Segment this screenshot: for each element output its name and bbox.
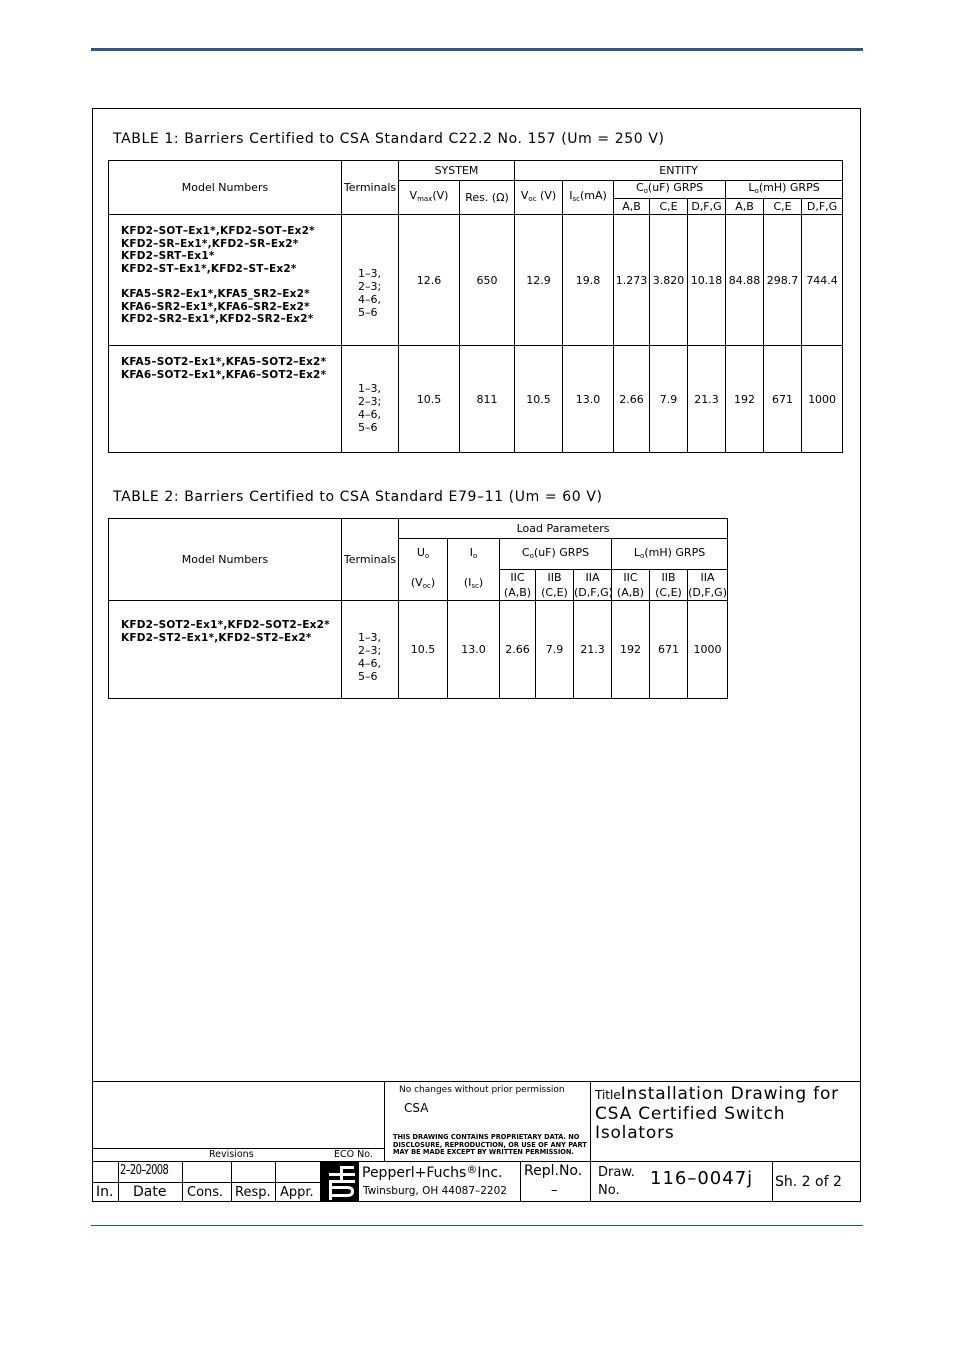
t1-value-cell: 298.7 <box>764 215 802 346</box>
sheet-number: Sh. 2 of 2 <box>775 1174 842 1190</box>
table-row <box>109 215 843 346</box>
t2-value-cell: 13.0 <box>448 601 500 699</box>
t2-load-header: Load Parameters <box>399 519 728 539</box>
t2-terminals-cell: 1–3, 2–3; 4–6, 5–6 <box>342 601 399 699</box>
t1-value-cell: 10.5 <box>399 346 460 453</box>
t2-group-bottom: (A,B) <box>500 585 536 601</box>
t2-value-cell: 21.3 <box>574 601 612 699</box>
appr-label: Appr. <box>280 1185 314 1200</box>
t1-value-cell: 671 <box>764 346 802 453</box>
t1-value-cell: 811 <box>460 346 515 453</box>
cons-label: Cons. <box>187 1185 224 1200</box>
t1-voc-header: $V_{oc}$ (V) <box>515 181 563 215</box>
t1-isc-header: $I_{sc}(mA)$ <box>563 181 614 215</box>
proprietary-notice: THIS DRAWING CONTAINS PROPRIETARY DATA. NO DISCLOSURE, REPRODUCTION, OR USE OF ANY PART MAY BE MADE EXCEPT BY WRITTEN PERMISSION. <box>393 1133 587 1156</box>
t2-value-cell: 671 <box>650 601 688 699</box>
t1-terminals-header: Terminals <box>342 161 399 215</box>
revisions-label: Revisions <box>209 1149 254 1160</box>
repl-no-label: Repl.No. <box>524 1163 583 1179</box>
company-address: Twinsburg, OH 44087–2202 <box>363 1185 507 1197</box>
t1-group-cell: C,E <box>650 199 688 215</box>
t1-value-cell: 12.9 <box>515 215 563 346</box>
table-row <box>109 601 728 699</box>
t1-co-header: $C_o(uF)$ GRPS <box>614 181 726 199</box>
t1-group-cell: A,B <box>614 199 650 215</box>
t1-value-cell: 13.0 <box>563 346 614 453</box>
t1-value-cell: 12.6 <box>399 215 460 346</box>
table1 <box>108 160 843 453</box>
draw-label: Draw. <box>598 1165 635 1180</box>
t1-res-header: Res. (Ω) <box>460 181 515 215</box>
t1-terminals-cell: 1–3, 2–3; 4–6, 5–6 <box>342 346 399 453</box>
t1-value-cell: 10.18 <box>688 215 726 346</box>
t2-io-header: $I_o$ $(I_{sc})$ <box>448 539 500 601</box>
drawing-title: TitleInstallation Drawing for CSA Certified Switch Isolators <box>595 1084 839 1143</box>
table-row <box>109 346 843 453</box>
t2-value-cell: 7.9 <box>536 601 574 699</box>
t2-value-cell: 192 <box>612 601 650 699</box>
t1-terminals-cell: 1–3, 2–3; 4–6, 5–6 <box>342 215 399 346</box>
revision-date: 2–20–2008 <box>120 1163 169 1178</box>
t1-models-cell: KFA5–SOT2–Ex1*,KFA5–SOT2–Ex2* KFA6–SOT2–Ex1*,KFA6–SOT2–Ex2* <box>109 346 342 453</box>
t2-group-bottom: (D,F,G) <box>688 585 727 599</box>
t2-group-top: IIC <box>500 570 536 585</box>
t1-value-cell: 19.8 <box>563 215 614 346</box>
t2-lo-header: $L_o(mH)$ GRPS <box>612 539 728 570</box>
t2-group-bottom: (A,B) <box>612 585 650 601</box>
t2-models-cell: KFD2–SOT2–Ex1*,KFD2–SOT2–Ex2* KFD2–ST2–Ex1*,KFD2–ST2–Ex2* <box>109 601 342 699</box>
t1-value-cell: 650 <box>460 215 515 346</box>
t1-value-cell: 1.273 <box>614 215 650 346</box>
t1-value-cell: 2.66 <box>614 346 650 453</box>
t2-group-top: IIA <box>574 570 612 585</box>
pepperl-fuchs-logo <box>321 1162 359 1201</box>
t1-entity-header: ENTITY <box>515 161 843 181</box>
resp-label: Resp. <box>235 1185 271 1200</box>
t1-value-cell: 21.3 <box>688 346 726 453</box>
t2-value-cell: 1000 <box>688 601 728 699</box>
t2-group-bottom: (C,E) <box>536 585 574 601</box>
t2-value-cell: 2.66 <box>500 601 536 699</box>
company-name: Pepperl+Fuchs®Inc. <box>362 1163 503 1181</box>
t2-group-bottom: (C,E) <box>650 585 688 601</box>
t1-value-cell: 744.4 <box>802 215 843 346</box>
t2-group-top: IIB <box>536 570 574 585</box>
no-label: No. <box>598 1183 620 1198</box>
t1-group-cell: D,F,G <box>802 199 843 215</box>
t2-co-header: $C_o(uF)$ GRPS <box>500 539 612 570</box>
table2-title: TABLE 2: Barriers Certified to CSA Standard E79–11 (Um = 60 V) <box>113 489 603 505</box>
t2-uo-header: $U_o$ $(V_{oc})$ <box>399 539 448 601</box>
t2-model-header: Model Numbers <box>109 519 342 601</box>
csa-label: CSA <box>404 1101 429 1115</box>
no-changes-note: No changes without prior permission <box>399 1085 565 1095</box>
repl-no-value: – <box>551 1183 558 1198</box>
t2-group-top: IIC <box>612 570 650 585</box>
eco-label: ECO No. <box>334 1149 373 1160</box>
t1-value-cell: 192 <box>726 346 764 453</box>
top-rule <box>91 48 863 51</box>
table1-title: TABLE 1: Barriers Certified to CSA Standard C22.2 No. 157 (Um = 250 V) <box>113 131 665 147</box>
date-label: Date <box>133 1184 167 1200</box>
t1-group-cell: C,E <box>764 199 802 215</box>
t1-system-header: SYSTEM <box>399 161 515 181</box>
bottom-rule <box>91 1225 863 1226</box>
t1-value-cell: 10.5 <box>515 346 563 453</box>
t1-group-cell: D,F,G <box>688 199 726 215</box>
t1-vmax-header: $V_{max}(V)$ <box>399 181 460 215</box>
t2-terminals-header: Terminals <box>342 519 399 601</box>
t2-group-bottom: (D,F,G) <box>574 585 613 599</box>
t1-value-cell: 84.88 <box>726 215 764 346</box>
t1-lo-header: $L_o(mH)$ GRPS <box>726 181 843 199</box>
t1-models-cell: KFD2–SOT–Ex1*,KFD2–SOT–Ex2* KFD2–SR–Ex1*,KFD2–SR–Ex2* KFD2–SRT–Ex1* KFD2–ST–Ex1*,KFD2–ST–Ex2* KFA5–SR2–Ex1*,KFA5_SR2–Ex2* KFA6–SR2–Ex1*,KFA6–SR2–Ex2* KFD2–SR2–Ex1*,KFD2–SR2–Ex2* <box>109 215 342 346</box>
t2-group-top: IIA <box>688 570 728 585</box>
in-label: In. <box>96 1184 114 1200</box>
t1-value-cell: 1000 <box>802 346 843 453</box>
t1-value-cell: 3.820 <box>650 215 688 346</box>
t1-model-header: Model Numbers <box>109 161 342 215</box>
t2-group-top: IIB <box>650 570 688 585</box>
drawing-number: 116–0047j <box>650 1168 754 1189</box>
t1-group-cell: A,B <box>726 199 764 215</box>
t1-value-cell: 7.9 <box>650 346 688 453</box>
table2 <box>108 518 728 699</box>
t2-value-cell: 10.5 <box>399 601 448 699</box>
